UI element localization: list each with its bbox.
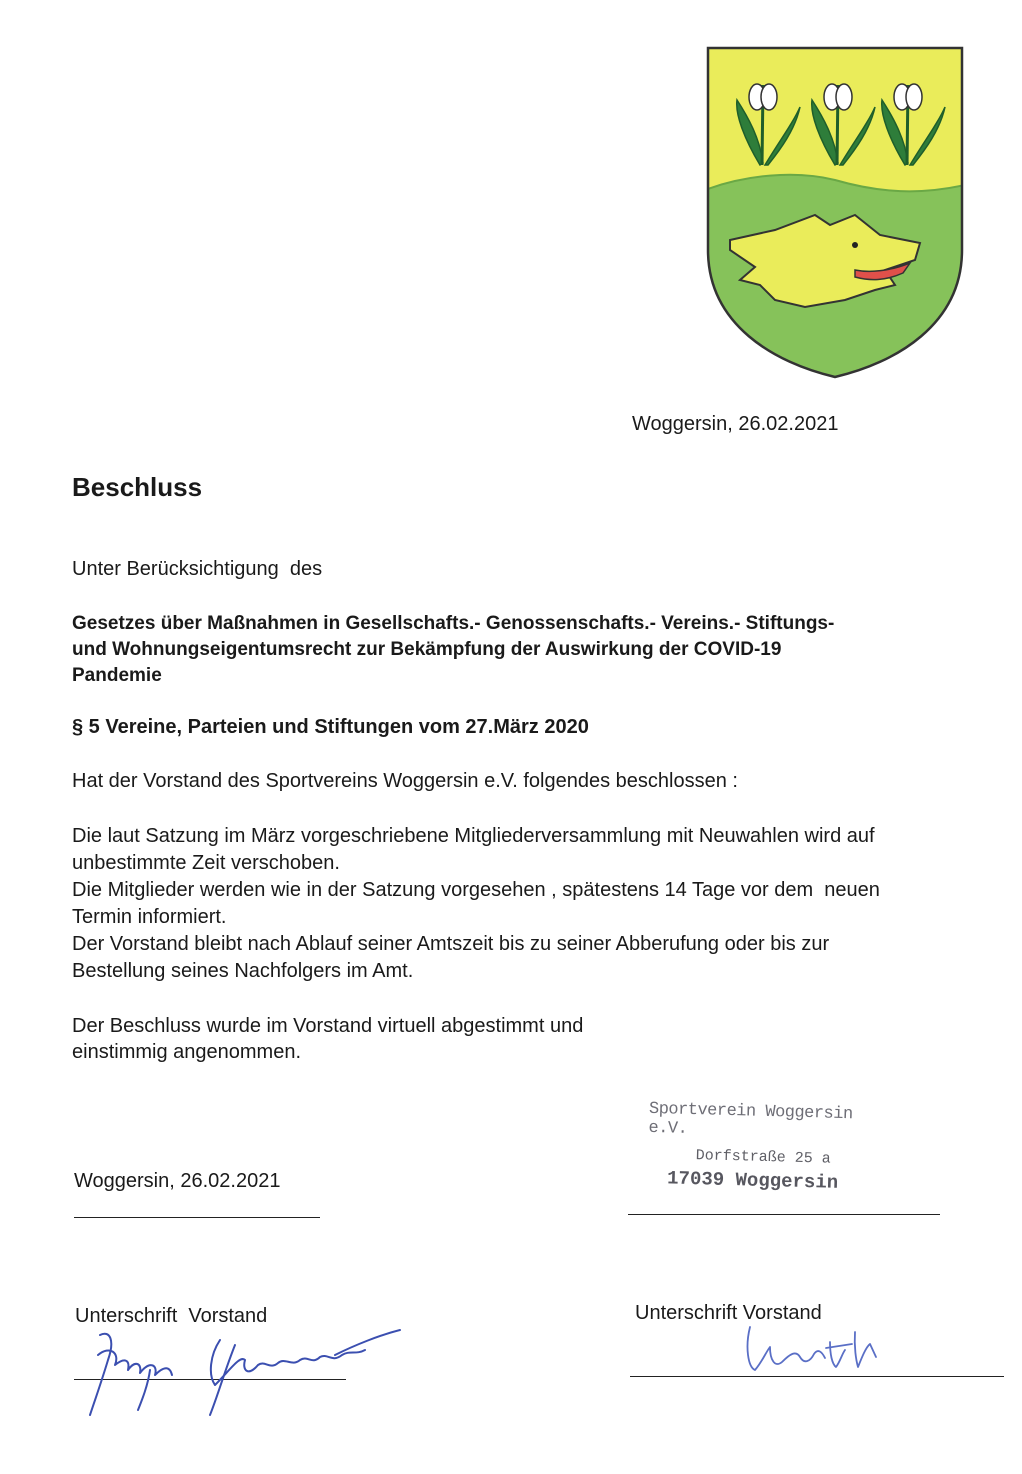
resolution-conclusion bbox=[72, 1013, 583, 1065]
stamp-line: Sportverein Woggersin e.V. bbox=[648, 1099, 853, 1139]
body-line: Die Mitglieder werden wie in der Satzung vorgesehen , spätestens 14 Tage vor dem neuen bbox=[72, 879, 880, 901]
body-line: Bestellung seines Nachfolgers im Amt. bbox=[72, 960, 414, 982]
signature-label-left: Unterschrift Vorstand bbox=[75, 1305, 268, 1327]
signature-label-right: Unterschrift Vorstand bbox=[635, 1302, 822, 1324]
club-stamp bbox=[647, 1100, 889, 1195]
header-place-date: Woggersin, 26.02.2021 bbox=[632, 413, 839, 435]
law-line: Pandemie bbox=[72, 665, 162, 686]
law-line: Gesetzes über Maßnahmen in Gesellschafts.- Genossenschafts.- Vereins.- Stiftungs- bbox=[72, 613, 835, 634]
stamp-line: Dorfstraße 25 a bbox=[695, 1147, 831, 1168]
signature-left bbox=[80, 1315, 410, 1425]
stamp-line-rule bbox=[628, 1214, 940, 1215]
intro-text: Unter Berücksichtigung des bbox=[72, 558, 323, 580]
body-line: Termin informiert. bbox=[72, 906, 227, 928]
law-line: und Wohnungseigentumsrecht zur Bekämpfung der Auswirkung der COVID-19 bbox=[72, 639, 782, 660]
final-line: einstimmig angenommen. bbox=[72, 1041, 301, 1063]
signature-right bbox=[730, 1312, 890, 1392]
paragraph-reference: § 5 Vereine, Parteien und Stiftungen vom 27.März 2020 bbox=[72, 716, 589, 738]
coat-of-arms-image bbox=[705, 45, 965, 380]
body-line: Der Vorstand bleibt nach Ablauf seiner Amtszeit bis zu seiner Abberufung oder bis zur bbox=[72, 933, 830, 955]
stamp-line: 17039 Woggersin bbox=[666, 1167, 839, 1194]
date-line bbox=[74, 1217, 320, 1218]
resolution-intro: Hat der Vorstand des Sportvereins Woggersin e.V. folgendes beschlossen : bbox=[72, 770, 738, 792]
final-line: Der Beschluss wurde im Vorstand virtuell abgestimmt und bbox=[72, 1015, 584, 1037]
footer-place-date: Woggersin, 26.02.2021 bbox=[74, 1170, 281, 1192]
resolution-body bbox=[72, 823, 1022, 985]
body-line: Die laut Satzung im März vorgeschriebene Mitgliederversammlung mit Neuwahlen wird auf bbox=[72, 825, 875, 847]
body-line: unbestimmte Zeit verschoben. bbox=[72, 852, 340, 874]
law-reference bbox=[72, 611, 1022, 689]
document-title: Beschluss bbox=[72, 472, 203, 502]
